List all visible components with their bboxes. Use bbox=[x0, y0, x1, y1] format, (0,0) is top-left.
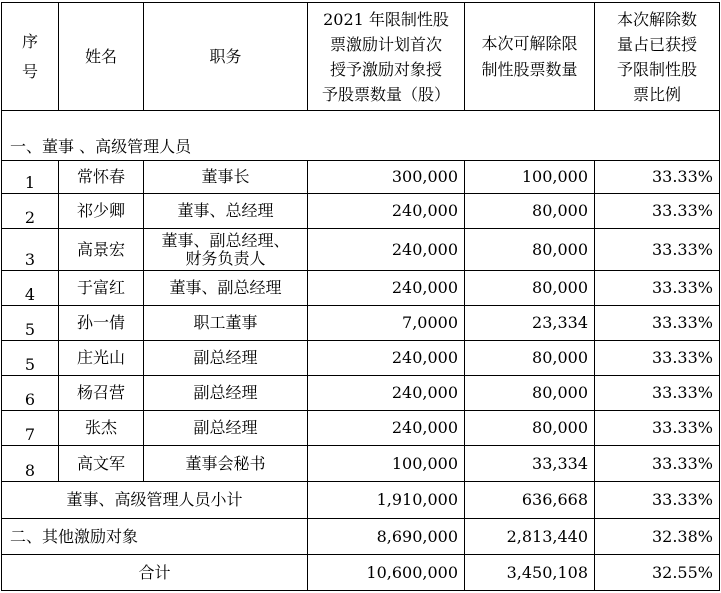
header-releasable-line: 制性股票数量 bbox=[481, 59, 578, 79]
header-seq-line1: 序 bbox=[21, 31, 38, 51]
row-granted: 7,0000 bbox=[308, 306, 465, 341]
others-granted: 8,690,000 bbox=[308, 519, 465, 555]
row-releasable: 80,000 bbox=[465, 271, 595, 306]
row-name: 于富红 bbox=[59, 271, 144, 306]
others-row bbox=[2, 519, 720, 555]
subtotal-label: 董事、高级管理人员小计 bbox=[2, 482, 308, 519]
row-ratio: 33.33% bbox=[595, 376, 720, 411]
table-row bbox=[2, 229, 720, 271]
table-row bbox=[2, 411, 720, 446]
row-granted: 240,000 bbox=[308, 194, 465, 229]
row-seq: 3 bbox=[2, 229, 59, 271]
section1-title: 一、董事 、高级管理人员 bbox=[2, 111, 720, 161]
row-position: 职工董事 bbox=[144, 306, 308, 341]
row-ratio: 33.33% bbox=[595, 271, 720, 306]
row-position: 董事、副总经理 bbox=[144, 271, 308, 306]
header-seq-line2: 号 bbox=[21, 61, 38, 81]
row-name: 高景宏 bbox=[59, 229, 144, 271]
row-ratio: 33.33% bbox=[595, 229, 720, 271]
row-name: 庄光山 bbox=[59, 341, 144, 376]
incentive-table bbox=[1, 2, 720, 591]
table-row bbox=[2, 376, 720, 411]
subtotal-releasable: 636,668 bbox=[465, 482, 595, 519]
header-ratio-line: 票比例 bbox=[632, 84, 681, 104]
header-seq bbox=[2, 3, 59, 111]
row-seq: 7 bbox=[2, 411, 59, 446]
row-seq: 5 bbox=[2, 306, 59, 341]
row-granted: 100,000 bbox=[308, 446, 465, 482]
header-granted-line: 票激励计划首次 bbox=[329, 34, 442, 54]
row-position: 副总经理 bbox=[144, 376, 308, 411]
subtotal-row bbox=[2, 482, 720, 519]
total-row bbox=[2, 555, 720, 591]
table-row bbox=[2, 161, 720, 194]
row-releasable: 80,000 bbox=[465, 341, 595, 376]
row-position: 副总经理 bbox=[144, 411, 308, 446]
row-seq: 2 bbox=[2, 194, 59, 229]
table-row bbox=[2, 271, 720, 306]
row-releasable: 80,000 bbox=[465, 194, 595, 229]
row-granted: 240,000 bbox=[308, 376, 465, 411]
row-granted: 240,000 bbox=[308, 411, 465, 446]
row-releasable: 80,000 bbox=[465, 411, 595, 446]
row-granted: 240,000 bbox=[308, 271, 465, 306]
row-releasable: 100,000 bbox=[465, 161, 595, 194]
header-ratio-line: 予限制性股 bbox=[616, 59, 697, 79]
header-releasable-line: 本次可解除限 bbox=[481, 33, 578, 53]
total-releasable: 3,450,108 bbox=[465, 555, 595, 591]
row-ratio: 33.33% bbox=[595, 446, 720, 482]
others-releasable: 2,813,440 bbox=[465, 519, 595, 555]
row-releasable: 80,000 bbox=[465, 229, 595, 271]
row-name: 祁少卿 bbox=[59, 194, 144, 229]
row-ratio: 33.33% bbox=[595, 194, 720, 229]
total-label: 合计 bbox=[2, 555, 308, 591]
header-granted-line: 予股票数量（股） bbox=[321, 84, 450, 104]
total-ratio: 32.55% bbox=[595, 555, 720, 591]
section-row bbox=[2, 111, 720, 161]
row-position-line: 财务负责人 bbox=[185, 248, 266, 268]
subtotal-granted: 1,910,000 bbox=[308, 482, 465, 519]
subtotal-ratio: 33.33% bbox=[595, 482, 720, 519]
row-seq: 8 bbox=[2, 446, 59, 482]
row-position-line: 董事、副总经理、 bbox=[161, 230, 290, 250]
others-label: 二、其他激励对象 bbox=[2, 519, 308, 555]
header-ratio bbox=[595, 3, 720, 111]
row-granted: 240,000 bbox=[308, 341, 465, 376]
row-granted: 240,000 bbox=[308, 229, 465, 271]
header-row bbox=[2, 3, 720, 111]
row-seq: 4 bbox=[2, 271, 59, 306]
row-releasable: 80,000 bbox=[465, 376, 595, 411]
total-granted: 10,600,000 bbox=[308, 555, 465, 591]
table-row bbox=[2, 306, 720, 341]
row-ratio: 33.33% bbox=[595, 341, 720, 376]
header-granted-line: 授予激励对象授 bbox=[329, 59, 442, 79]
table-row bbox=[2, 194, 720, 229]
header-position: 职务 bbox=[144, 3, 308, 111]
row-ratio: 33.33% bbox=[595, 161, 720, 194]
row-seq: 6 bbox=[2, 376, 59, 411]
row-name: 张杰 bbox=[59, 411, 144, 446]
row-position: 董事长 bbox=[144, 161, 308, 194]
row-ratio: 33.33% bbox=[595, 411, 720, 446]
row-position bbox=[144, 229, 308, 271]
row-granted: 300,000 bbox=[308, 161, 465, 194]
table-row bbox=[2, 446, 720, 482]
row-seq: 1 bbox=[2, 161, 59, 194]
header-name: 姓名 bbox=[59, 3, 144, 111]
header-releasable bbox=[465, 3, 595, 111]
row-name: 孙一倩 bbox=[59, 306, 144, 341]
row-seq: 5 bbox=[2, 341, 59, 376]
header-ratio-line: 本次解除数 bbox=[616, 9, 697, 29]
header-granted-line: 2021 年限制性股 bbox=[323, 9, 449, 29]
table-row bbox=[2, 341, 720, 376]
row-ratio: 33.33% bbox=[595, 306, 720, 341]
row-position: 副总经理 bbox=[144, 341, 308, 376]
row-name: 高文军 bbox=[59, 446, 144, 482]
others-ratio: 32.38% bbox=[595, 519, 720, 555]
row-name: 常怀春 bbox=[59, 161, 144, 194]
header-granted bbox=[308, 3, 465, 111]
row-position: 董事、总经理 bbox=[144, 194, 308, 229]
row-releasable: 23,334 bbox=[465, 306, 595, 341]
row-name: 杨召营 bbox=[59, 376, 144, 411]
header-ratio-line: 量占已获授 bbox=[616, 34, 697, 54]
row-releasable: 33,334 bbox=[465, 446, 595, 482]
row-position: 董事会秘书 bbox=[144, 446, 308, 482]
